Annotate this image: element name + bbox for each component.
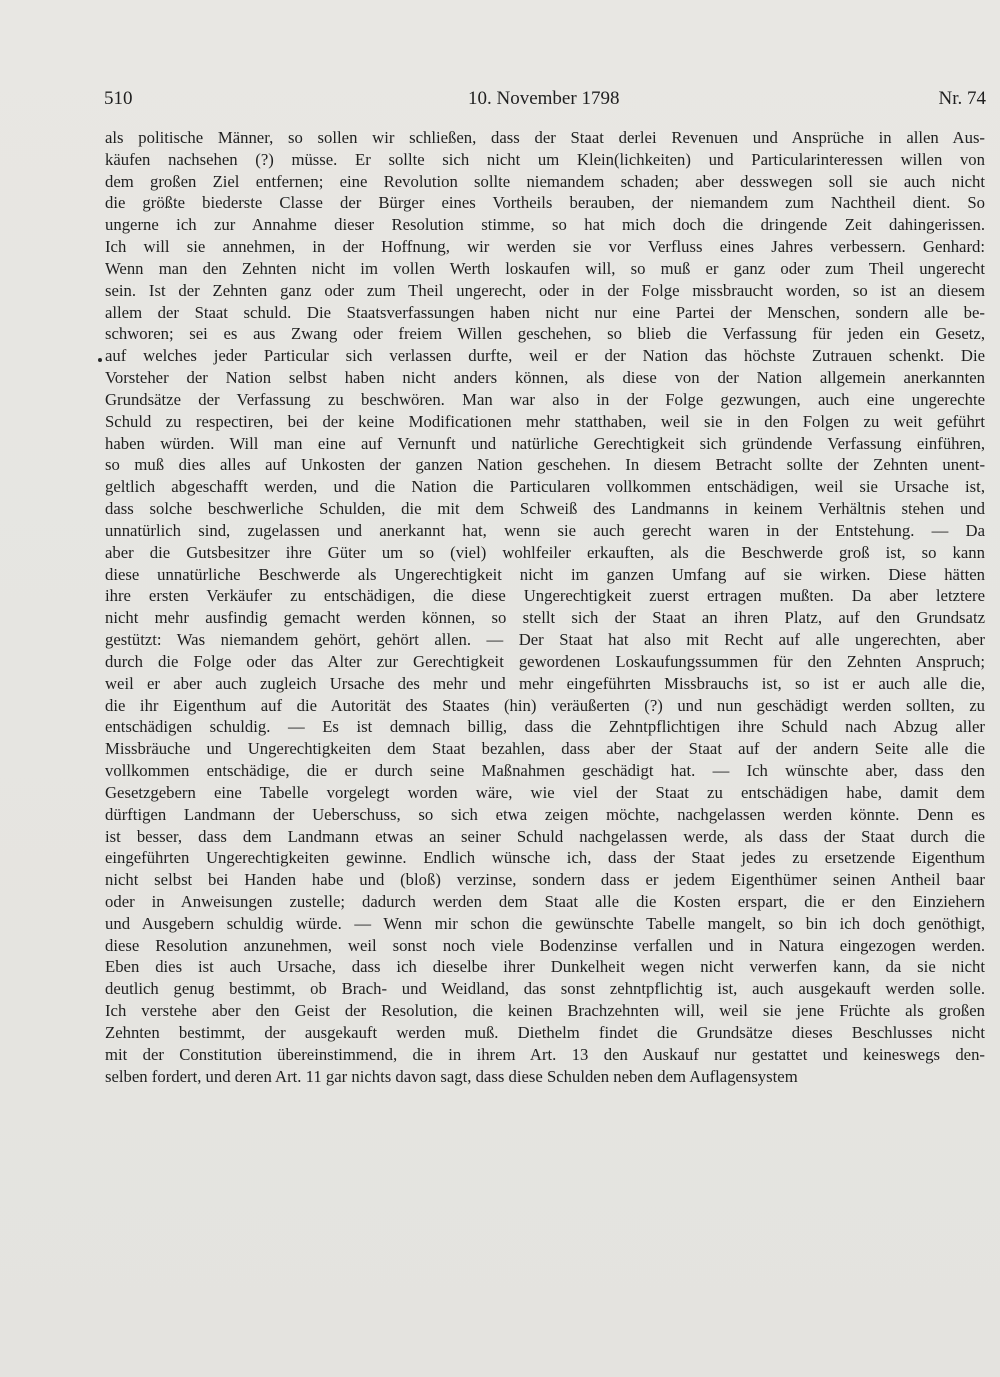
text-line: mit der Constitution übereinstimmend, die in ihrem Art. 13 den Auskauf nur gestattet und keineswegs den- bbox=[105, 1044, 985, 1064]
issue-number: Nr. 74 bbox=[938, 88, 986, 109]
text-line: Grundsätze der Verfassung zu beschwören. Man war also in der Folge gezwungen, auch eine ungerechte bbox=[105, 389, 985, 409]
text-line: Vorsteher der Nation selbst haben nicht anders können, als diese von der Nation allgemein anerkannten bbox=[105, 368, 985, 388]
text-line: und Ausgebern schuldig würde. — Wenn mir schon die gewünschte Tabelle mangelt, so bin ich doch genöthigt, bbox=[105, 913, 985, 933]
text-line: Ich will sie annehmen, in der Hoffnung, wir werden sie vor Verfluss eines Jahres verbessern. Genhard: bbox=[105, 237, 985, 257]
text-line: entschädigen schuldig. — Es ist demnach billig, dass die Zehntpflichtigen ihre Schuld nach Abzug aller bbox=[105, 717, 985, 737]
text-line: unnatürlich sind, zugelassen und anerkannt hat, wenn sie auch gerecht waren in der Entstehung. — Da bbox=[105, 520, 985, 540]
text-line: dass solche beschwerliche Schulden, die mit dem Schweiß des Landmanns in keinem Verhältnis stehen und bbox=[105, 499, 985, 519]
text-line: diese unnatürliche Beschwerde als Ungerechtigkeit nicht im ganzen Umfang auf sie wirken. Diese hätten bbox=[105, 564, 985, 584]
text-line: Zehnten bestimmt, der ausgekauft werden muß. Diethelm findet die Grundsätze dieses Beschlusses nicht bbox=[105, 1022, 985, 1042]
page-number: 510 bbox=[104, 88, 133, 109]
text-line: dem großen Ziel entfernen; eine Revolution sollte niemandem schaden; aber desswegen soll sie auch nicht bbox=[105, 171, 985, 191]
text-line: ihre ersten Verkäufer zu entschädigen, die diese Ungerechtigkeit zuerst ertragen mußten. Da aber letztere bbox=[105, 586, 985, 606]
text-line: haben würden. Will man eine auf Vernunft und natürliche Gerechtigkeit sich gründende Verfassung einführen, bbox=[105, 433, 985, 453]
text-line: aber die Gutsbesitzer ihre Güter um so (viel) wohlfeiler erkauften, als die Beschwerde groß ist, so kann bbox=[105, 542, 985, 562]
text-line: gestützt: Was niemandem gehört, gehört allen. — Der Staat hat also mit Recht auf alle ungerechten, aber bbox=[105, 630, 985, 650]
text-line: als politische Männer, so sollen wir schließen, dass der Staat derlei Revenuen und Ansprüche in allen Aus- bbox=[105, 128, 985, 147]
text-line: käufen nachsehen (?) müsse. Er sollte sich nicht um Klein(lichkeiten) und Particularinteressen willen von bbox=[105, 149, 985, 169]
text-line: Schuld zu respectiren, bei der keine Modificationen mehr statthaben, weil sie in den Folgen zu weit geführt bbox=[105, 411, 985, 431]
text-line: nicht selbst bei Handen habe und (bloß) verzinse, sondern dass er jedem Eigenthümer seinen Antheil baar bbox=[105, 870, 985, 890]
page-date: 10. November 1798 bbox=[468, 88, 620, 109]
text-line: sein. Ist der Zehnten ganz oder zum Theil ungerecht, oder in der Folge missbraucht worden, so ist an diesem bbox=[105, 280, 985, 300]
text-line: Wenn man den Zehnten nicht im vollen Werth loskaufen will, so muß er ganz oder zum Theil ungerecht bbox=[105, 258, 985, 278]
text-line: schworen; sei es aus Zwang oder freiem Willen geschehen, so blieb die Verfassung für jeden ein Gesetz, bbox=[105, 324, 985, 344]
text-line: so muß dies alles auf Unkosten der ganzen Nation geschehen. In diesem Betracht sollte der Zehnten unent- bbox=[105, 455, 985, 475]
text-line: Gesetzgebern eine Tabelle vorgelegt worden wäre, wie viel der Staat zu entschädigen habe, damit dem bbox=[105, 782, 985, 802]
body-text bbox=[105, 127, 985, 1087]
text-line: selben fordert, und deren Art. 11 gar nichts davon sagt, dass diese Schulden neben dem Auflagensystem bbox=[105, 1066, 798, 1086]
text-line: oder in Anweisungen zustelle; dadurch werden dem Staat alle die Kosten erspart, die er den Einziehern bbox=[105, 891, 985, 911]
text-line: diese Resolution anzunehmen, weil sonst noch viele Bodenzinse verfallen und in Natura eingezogen werden. bbox=[105, 935, 985, 955]
text-line: durch die Folge oder das Alter zur Gerechtigkeit gewordenen Loskaufungssummen für den Zehnten Anspruch; bbox=[105, 651, 985, 671]
text-line: auf welches jeder Particular sich verlassen durfte, weil er der Nation das höchste Zutrauen schenkt. Die bbox=[105, 346, 985, 366]
text-line: nicht mehr ausfindig gemacht werden können, so stellt sich der Staat an ihren Platz, auf den Grundsatz bbox=[105, 608, 985, 628]
page-header bbox=[104, 88, 986, 112]
text-line: dürftigen Landmann der Ueberschuss, so sich etwa zeigen möchte, nachgelassen werden könnte. Denn es bbox=[105, 804, 985, 824]
text-line: Missbräuche und Ungerechtigkeiten dem Staat bezahlen, dass aber der Staat auf der andern Seite alle die bbox=[105, 739, 985, 759]
text-line: deutlich genug bestimmt, ob Brach- und Weidland, das sonst zehntpflichtig ist, auch ausgekauft werden solle. bbox=[105, 979, 985, 999]
text-line: ist besser, dass dem Landmann etwas an seiner Schuld nachgelassen werde, als dass der Staat durch die bbox=[105, 826, 985, 846]
text-line: die größte biederste Classe der Bürger eines Vortheils berauben, der niemandem zum Nachtheil dient. So bbox=[105, 193, 985, 213]
text-line: eingeführten Ungerechtigkeiten gewinne. Endlich wünsche ich, dass der Staat jedes zu ersetzende Eigenthum bbox=[105, 848, 985, 868]
text-line: vollkommen entschädige, die er durch seine Maßnahmen geschädigt hat. — Ich wünschte aber, dass den bbox=[105, 761, 985, 781]
text-line: geltlich abgeschafft werden, und die Nation die Particularen vollkommen entschädigen, weil sie Ursache ist, bbox=[105, 477, 985, 497]
text-line: Eben dies ist auch Ursache, dass ich dieselbe ihrer Dunkelheit wegen nicht verwerfen kann, da sie nicht bbox=[105, 957, 985, 977]
text-line: weil er aber auch zugleich Ursache des mehr und mehr eingeführten Missbrauchs ist, so ist er auch alle die, bbox=[105, 673, 985, 693]
text-line: Ich verstehe aber den Geist der Resolution, die keinen Brachzehnten will, weil sie jene Früchte als großen bbox=[105, 1001, 985, 1021]
text-line: die ihr Eigenthum auf die Autorität des Staates (hin) veräußerten (?) und nun geschädigt werden sollten, zu bbox=[105, 695, 985, 715]
text-line: ungerne ich zur Annahme dieser Resolution stimme, so hat mich doch die dringende Zeit dahingerissen. bbox=[105, 215, 985, 235]
text-line: allem der Staat schuld. Die Staatsverfassungen haben nicht nur eine Partei der Menschen, sondern alle be- bbox=[105, 302, 985, 322]
margin-mark bbox=[98, 358, 102, 362]
